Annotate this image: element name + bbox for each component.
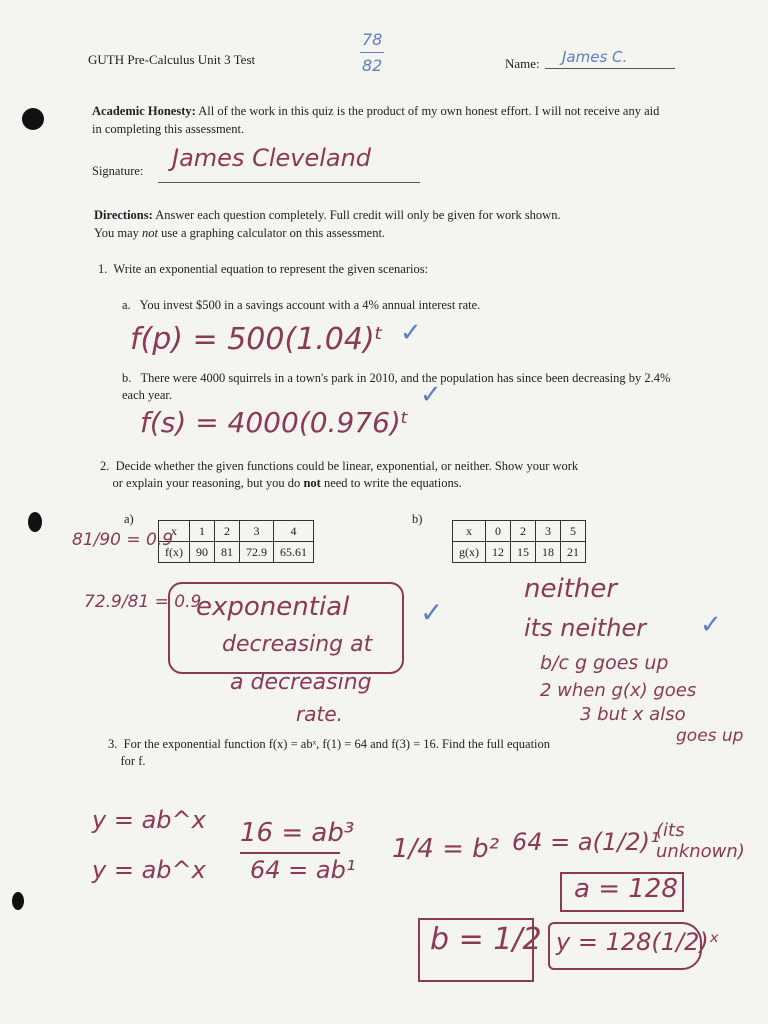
directions-text-2b: not — [142, 226, 159, 240]
q2a-table — [158, 520, 314, 563]
directions — [94, 206, 674, 242]
table-cell: 72.9 — [240, 542, 274, 563]
table-cell: 18 — [536, 542, 561, 563]
q3-work-solve-a: 64 = a(1/2)¹ — [512, 828, 660, 856]
signature-label: Signature: — [92, 164, 144, 178]
name-line — [545, 68, 675, 69]
q2b-label: b) — [412, 512, 423, 526]
q2-text-2b: not — [303, 476, 321, 490]
q2-number: 2. — [100, 459, 110, 473]
directions-text-1: Answer each question completely. Full credit will only be given for work shown. — [155, 208, 561, 222]
table-cell: 21 — [561, 542, 586, 563]
table-cell: 4 — [274, 521, 314, 542]
table-cell: 81 — [215, 542, 240, 563]
q2b-answer-2: its neither — [524, 614, 647, 642]
table-cell: 3 — [240, 521, 274, 542]
q2b-answer-5: 3 but x also — [580, 704, 686, 725]
name-value: James C. — [562, 48, 628, 66]
honesty-statement — [92, 102, 672, 138]
q2a-table-row-fx — [159, 542, 314, 563]
q3-division-bar — [240, 852, 340, 854]
directions-heading: Directions: — [94, 208, 153, 222]
table-cell: 3 — [536, 521, 561, 542]
name-label: Name: — [505, 56, 540, 71]
table-cell: x — [159, 521, 190, 542]
q2-text-2a: or explain your reasoning, but you do — [112, 476, 301, 490]
test-title: GUTH Pre-Calculus Unit 3 Test — [88, 52, 256, 67]
q1b-check: ✓ — [420, 380, 442, 410]
table-cell: 5 — [561, 521, 586, 542]
q1-prompt — [98, 262, 428, 277]
q1a-check: ✓ — [400, 318, 422, 348]
q2b-answer-1: neither — [524, 574, 618, 604]
q2b-table — [452, 520, 586, 563]
table-cell: 2 — [511, 521, 536, 542]
honesty-text: All of the work in this quiz is the product of my own honest effort. I will not receive any aid in completing this assessment. — [92, 104, 660, 136]
table-cell: 0 — [486, 521, 511, 542]
q3-work-general-form: y = ab^x — [92, 806, 206, 834]
q2b-answer-4: 2 when g(x) goes — [540, 680, 697, 701]
table-cell: 12 — [486, 542, 511, 563]
binder-hole-middle — [28, 512, 42, 532]
q1-text: Write an exponential equation to represent the given scenarios: — [113, 262, 429, 276]
q2a-work-ratio-1: 81/90 = 0.9 — [72, 530, 174, 550]
q1a-answer: f(p) = 500(1.04)ᵗ — [130, 322, 384, 357]
binder-hole-top — [22, 108, 44, 130]
q2a-label: a) — [124, 512, 134, 526]
table-cell: x — [453, 521, 486, 542]
q2b-check: ✓ — [700, 610, 722, 640]
q1b-label: b. — [122, 371, 132, 385]
table-cell: f(x) — [159, 542, 190, 563]
q3-answer-full: y = 128(1/2)ˣ — [556, 928, 720, 956]
q3-answer-b: b = 1/2 — [430, 922, 542, 957]
binder-hole-bottom — [12, 892, 24, 910]
signature-line — [158, 182, 420, 183]
q3-answer-a: a = 128 — [574, 874, 678, 904]
q3-work-f1: 64 = ab¹ — [250, 856, 356, 884]
q3-text-2: for f. — [120, 754, 146, 768]
q1a-label: a. — [122, 298, 131, 312]
table-cell: 90 — [190, 542, 215, 563]
q2a-answer-4: rate. — [296, 702, 343, 726]
q3-number: 3. — [108, 737, 118, 751]
q1b-prompt — [122, 370, 672, 404]
q2a-answer-3: a decreasing — [230, 670, 372, 695]
table-cell: 1 — [190, 521, 215, 542]
table-cell: 15 — [511, 542, 536, 563]
q3-work-note: (its unknown) — [656, 820, 745, 862]
q2a-answer-1: exponential — [196, 592, 350, 622]
directions-text-2a: You may — [94, 226, 139, 240]
score-numerator: 78 — [362, 30, 383, 49]
q2b-table-row-gx — [453, 542, 586, 563]
signature-value: James Cleveland — [172, 144, 372, 172]
q1-number: 1. — [98, 262, 108, 276]
score-denominator: 82 — [362, 56, 383, 75]
q2-text-2c: need to write the equations. — [323, 476, 462, 490]
q3-work-f3: 16 = ab³ — [240, 818, 355, 848]
q1b-text: There were 4000 squirrels in a town's park in 2010, and the population has since been decreasing by 2.4% each year. — [122, 371, 671, 402]
honesty-heading: Academic Honesty: — [92, 104, 196, 118]
q2b-table-row-x — [453, 521, 586, 542]
q3-prompt — [108, 736, 680, 770]
q2b-answer-3: b/c g goes up — [540, 652, 669, 674]
table-cell: g(x) — [453, 542, 486, 563]
directions-text-2c: use a graphing calculator on this assessment. — [161, 226, 386, 240]
q2a-work-ratio-2: 72.9/81 = 0.9 — [84, 592, 202, 612]
q2b-answer-6: goes up — [676, 726, 744, 746]
q3-text: For the exponential function f(x) = abˣ, f(1) = 64 and f(3) = 16. Find the full equation — [123, 737, 551, 751]
q2a-check: ✓ — [420, 596, 444, 629]
q2-prompt — [100, 458, 680, 492]
q2-text-1: Decide whether the given functions could be linear, exponential, or neither. Show your work — [115, 459, 579, 473]
q1a-text: You invest $500 in a savings account with a 4% annual interest rate. — [139, 298, 481, 312]
table-cell: 65.61 — [274, 542, 314, 563]
score-fraction-bar — [360, 52, 384, 53]
q1a-prompt — [122, 298, 480, 313]
q2a-table-row-x — [159, 521, 314, 542]
q3-work-b-squared: 1/4 = b² — [392, 834, 500, 864]
table-cell: 2 — [215, 521, 240, 542]
q1b-answer: f(s) = 4000(0.976)ᵗ — [140, 406, 410, 439]
q3-work-general-form-repeat: y = ab^x — [92, 856, 206, 884]
q2a-answer-2: decreasing at — [222, 632, 373, 657]
